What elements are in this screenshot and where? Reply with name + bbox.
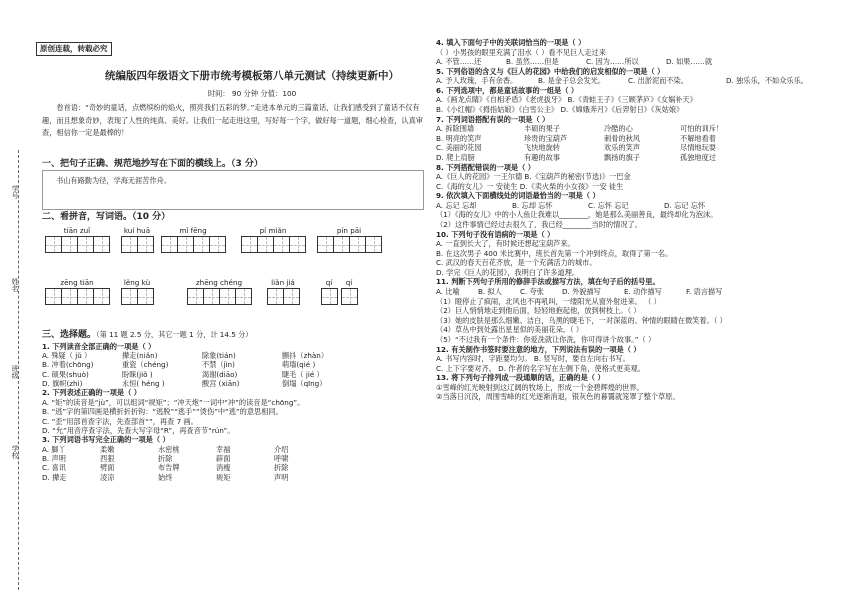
option-cell: 尽情地玩耍	[680, 143, 716, 153]
option-cell: 声明	[274, 472, 289, 482]
option-cell: 冷酷的心	[604, 124, 633, 134]
question-7-options	[436, 124, 846, 162]
option[interactable]: A. “矩”的读音是“jù”，可以组词“规矩”；“冲天炮”一词中“冲”的读音是“chōng”。	[42, 397, 305, 407]
option[interactable]: C. 美丽的花园	[436, 143, 482, 153]
question-9-sentence: （2）这件事情已经过去很久了，我已经________当时的情况了。	[436, 219, 642, 229]
section-3-note: （第 11 题 2.5 分，其它一题 1 分，计 14.5 分）	[96, 330, 253, 339]
option[interactable]: A. 殊疑（ jǔ ）	[42, 351, 92, 361]
option-cell: 渴谢(diāo)	[202, 369, 238, 379]
sub-question[interactable]: （2）巨人悄悄地走到他后面，轻轻地抱起他，放到树枝上。（ ）	[436, 306, 641, 316]
section-3	[42, 330, 432, 482]
pinyin-item[interactable]: pí miǎn	[241, 226, 305, 253]
option: F. 语言描写	[686, 287, 723, 297]
question-2-stem: 2. 下列表述正确的一项是（ ）	[42, 388, 141, 398]
option-cell: 有趣的故事	[524, 152, 560, 162]
option-cell: 布告牌	[158, 463, 180, 473]
sub-question[interactable]: （3）她的皮肤是那么细嫩、洁白，乌黑的睫毛下，一对深蓝的、钟情的眼睛在微笑着。（ ）	[436, 315, 727, 325]
option[interactable]: C. 出淤泥而不染。	[628, 76, 688, 86]
option-cell: 折除	[274, 463, 289, 473]
option-cell: 不解地看着	[680, 133, 716, 143]
sentence-item: ①雪峰的红光映射到这辽阔的牧场上，形成一个金碧辉煌的世界。	[436, 382, 644, 392]
option[interactable]: B. 在这次男子 400 米比赛中，班长首先第一个冲到终点，取得了第一名。	[436, 248, 673, 258]
sub-question[interactable]: （4）草丛中到处露出星星似的美丽花朵。（ ）	[436, 325, 584, 335]
option-cell: 永恒( héng )	[122, 379, 165, 389]
option[interactable]: B. 是金子总会发光。	[538, 76, 606, 86]
option[interactable]: A. 一直到长大了，有时候还想起宝葫芦来。	[436, 239, 575, 249]
option-cell: 柔嫩	[100, 444, 115, 454]
pinyin-item[interactable]: mǐ fēng	[161, 226, 225, 253]
option-cell: 始终	[158, 472, 173, 482]
option: D. 外貌描写	[562, 287, 601, 297]
option-cell: 介绍	[274, 444, 289, 454]
pinyin-item[interactable]: lěng kù	[121, 278, 153, 305]
option[interactable]: D. 旗帜(zhì)	[42, 379, 83, 389]
question-7-stem: 7. 下列词语搭配有误的一项是（ ）	[436, 114, 550, 124]
pinyin-row-1	[45, 226, 425, 272]
option[interactable]: D. 学完《巨人的花园》，我明白了许多道理。	[436, 267, 580, 277]
question-6-stem: 6. 下列选项中，都是童话故事的一组是（ ）	[436, 85, 579, 95]
option-cell: 酸宫 (xiān)	[202, 379, 240, 389]
gutter-xuehao: 学号	[11, 185, 20, 199]
option[interactable]: C. 因为……所以	[586, 57, 639, 67]
option-cell: 凌凉	[100, 472, 115, 482]
option[interactable]: D. 独乐乐，不如众乐乐。	[726, 76, 808, 86]
option[interactable]: C. 武汉的春天百花齐放，是一个充满活力的城市。	[436, 258, 597, 268]
sub-question[interactable]: （1）瞪停止了疯闹，北风也不再吼叫，一缕阳光从窗外射进来。 （ ）	[436, 296, 661, 306]
option[interactable]: A. 不管……还	[436, 57, 482, 67]
option-cell: 飞快地旋转	[524, 143, 560, 153]
option[interactable]: A. 拆除围墙	[436, 124, 475, 134]
option-cell: 颤抖（zhàn）	[282, 351, 329, 361]
copy-writing-area[interactable]	[42, 170, 424, 210]
copy-sentence: 书山有路勤为径，学海无涯苦作舟。	[56, 176, 172, 185]
option-cell: 西狠	[100, 454, 115, 463]
option[interactable]: A. 书写内容时，字距要均匀。 B. 竖写时，要自左向右书写。	[436, 354, 630, 364]
option[interactable]: B. 冲着(chōng)	[42, 360, 94, 370]
option[interactable]: A. 忘记 忘却	[436, 200, 477, 210]
option[interactable]: C. 喜讯	[42, 463, 66, 473]
question-8-stem: 8. 下列搭配错误的一项是（ ）	[436, 162, 535, 172]
option-cell: 刺骨的秋风	[604, 133, 640, 143]
question-4-stem: 4. 填入下面句子中的关联词恰当的一项是（ ）	[436, 38, 586, 47]
copyright-stamp: 原创连载，转载必究	[36, 42, 112, 56]
option-cell: 重瓷（chéng)	[122, 360, 169, 370]
question-10-stem: 10. 下列句子没有语病的一项是（ ）	[436, 229, 555, 239]
question-11-stem: 11. 判断下列句子所用的修辞手法或描写方法，填在句子后的括号里。	[436, 277, 660, 287]
option[interactable]: B. “逃”字的第四画是横折折折钩：“逃脱”“逃手”“烫伤”中“逃”的意思相同。	[42, 407, 283, 417]
right-column	[436, 38, 846, 402]
option[interactable]: C. “歪”用部首查字法，先查部首“”，再查 7 画。	[42, 416, 198, 426]
option-cell: 不禁（jìn)	[202, 360, 235, 370]
option-cell: 消瘦	[216, 463, 231, 473]
page-title: 统编版四年级语文下册市统考模板第八单元测试（持续更新中）	[105, 70, 399, 82]
pinyin-item[interactable]: liǎn jiá	[267, 278, 299, 305]
option: E. 动作描写	[624, 287, 662, 297]
pinyin-row-2	[45, 278, 425, 324]
option-cell: 欢乐的笑声	[604, 143, 640, 153]
option-cell: 可怕的训斥！	[680, 124, 724, 134]
pinyin-item[interactable]: zēng tiān	[45, 278, 109, 305]
option-cell: 倒塌（qīng）	[282, 379, 327, 389]
sentence-item: ②当落日沉没，周围雪峰的红光逐渐消退，银灰色的暮霭就笼罩了整个草原。	[436, 392, 680, 402]
question-13-stem: 13. 将下列句子排列成一段通顺的话，正确的是（ ）	[436, 373, 605, 383]
pinyin-item[interactable]: qí	[341, 278, 357, 305]
section-1-heading: 一、把句子正确、规范地抄写在下面的横线上。（3 分）	[42, 159, 263, 169]
option-cell: 规矩	[216, 472, 231, 482]
gutter-banji: 班级	[11, 365, 20, 379]
option-cell: 盼睐(jiǒ )	[122, 369, 153, 379]
intro-paragraph: 卷首语：“奇妙的童话，点燃缤纷的焰火，照亮我们五彩的梦。”走进本单元的三篇童话，让我们感受到了童话不仅有趣，而且想象奇妙，表现了人性的纯真、美好。让我们一起走进这里，写好每一个字，做好每一道题，细心检查，认真审查，相信你一定是最棒的！	[42, 103, 423, 138]
question-4-options	[436, 57, 846, 67]
sub-question[interactable]: （5）“不过我有一个条件：你爱洗就让你洗，你可得讲个故事。”（ ）	[436, 334, 656, 344]
option[interactable]: B. 声明	[42, 454, 66, 463]
exam-meta: 时间： 90 分钟 分值：100	[207, 89, 297, 98]
option[interactable]: A. 予人玫瑰，手有余香。	[436, 76, 518, 86]
option[interactable]: A.《巨人的花园》一王尔德 B.《宝葫芦的秘密(节选)》一巴金	[436, 172, 631, 182]
question-11-options	[436, 287, 846, 297]
option: A. 比喻	[436, 287, 460, 297]
pinyin-item[interactable]: pín pāi	[317, 226, 381, 253]
pinyin-item[interactable]: kuí huā	[121, 226, 153, 253]
question-5-options	[436, 76, 846, 86]
question-9-sentence: （1）《海的女儿》中的小人鱼让我难以________，她是那么美丽善良，最终却化为泡沫。	[436, 210, 718, 220]
option-cell: 睫毛（ jié ）	[282, 369, 324, 379]
option[interactable]: D. 如果……就	[666, 57, 713, 67]
option-cell: 呼啸	[274, 454, 289, 463]
option-cell: 除象(tián)	[202, 351, 236, 361]
option[interactable]: A.《画龙点睛》《自相矛盾》《老虎拔牙》 B.《青蛙王子》《三顾茅庐》《女娲补天》	[436, 95, 697, 105]
option[interactable]: D. 忘记 忘怀	[664, 200, 706, 210]
option: C. 夸张	[520, 287, 544, 297]
gutter-xingming: 姓名	[11, 278, 20, 292]
question-3-stem: 3. 下列词语书写完全正确的一项是（ ）	[42, 435, 170, 445]
option[interactable]: A. 脚丫	[42, 444, 66, 454]
option-cell: 辟面	[216, 454, 231, 463]
option-cell: 孤独地度过	[680, 152, 716, 162]
option-cell: 飘扬的旗子	[604, 152, 640, 162]
option[interactable]: D. “允”用音序查字法，先查大写字母“R”，再查音节“rún”。	[42, 425, 235, 435]
option[interactable]: B. 虽然……但是	[506, 57, 559, 67]
option[interactable]: C.《海的女儿》一 安徒生 D.《卖火柴的小女孩》一安 徒生	[436, 181, 624, 191]
section-2-heading: 二、看拼音，写词语。（10 分）	[42, 212, 171, 222]
option[interactable]: D. 爬上肩膀	[436, 152, 475, 162]
pinyin-item[interactable]: qí	[321, 278, 337, 305]
question-9-options	[436, 201, 846, 211]
question-4-sentence: （ ）小男孩的眼里充满了泪水（ ）看不见巨人走过来	[436, 47, 606, 57]
option[interactable]: B.《小红帽》《拇指姑娘》《白雪公主》 D.《嫦娥奔月》《后羿射日》《灰姑娘》	[436, 105, 684, 115]
option[interactable]: C. 上下字要对齐。 D. 作者的名字写在左侧下角，使格式更美观。	[436, 363, 645, 373]
question-9-stem: 9. 依次填入下面横线处的词语最恰当的一项是（ ）	[436, 191, 600, 201]
option-cell: 劈面	[100, 463, 115, 473]
question-3-options	[42, 445, 432, 482]
gutter-xuexiao: 学校	[11, 445, 20, 459]
option[interactable]: B. 忘却 忘怀	[512, 200, 553, 210]
question-12-stem: 12. 有关制作书签时要注意的地方，下列说法有误的一项是（ ）	[436, 344, 641, 354]
section-3-heading: 三、选择题。	[42, 330, 97, 340]
question-1-options	[42, 351, 432, 388]
option-cell: 折除	[158, 454, 173, 463]
pinyin-item[interactable]: tiān zuǐ	[45, 226, 109, 253]
question-1-stem: 1. 下列读音全部正确的一项是（ ）	[42, 341, 156, 351]
option[interactable]: C. 硕果(shuò)	[42, 369, 89, 379]
option[interactable]: C. 忘怀 忘记	[588, 200, 629, 210]
pinyin-item[interactable]: zhēng chéng	[187, 278, 251, 305]
option-cell: 珍贵的宝葫芦	[524, 133, 568, 143]
option: B. 拟人	[478, 287, 502, 297]
option[interactable]: D. 撵走	[42, 472, 67, 482]
option-cell: 丰硕的果子	[524, 124, 560, 134]
option-cell: 水密桃	[158, 444, 180, 454]
option-cell: 萌墙(qié )	[282, 360, 316, 370]
question-5-stem: 5. 下列俗语的含义与《巨人的花园》中给我们的启发相似的一项是（ ）	[436, 66, 665, 76]
option-cell: 幸福	[216, 444, 231, 454]
option-cell: 撵走(niǎn)	[122, 351, 158, 361]
option[interactable]: B. 明亮的笑声	[436, 133, 482, 143]
